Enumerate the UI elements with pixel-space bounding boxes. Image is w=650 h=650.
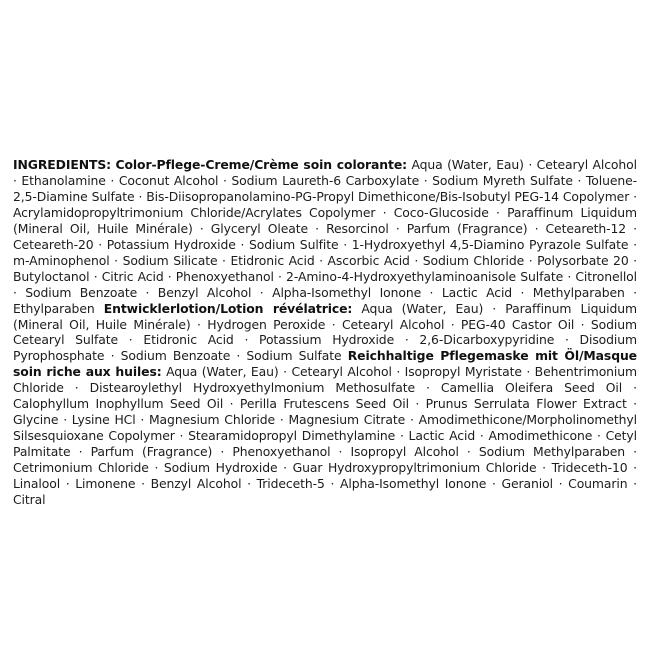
color-care-cream-title: Color-Pflege-Creme/Crème soin colorante:	[115, 157, 407, 172]
care-mask-ingredients: Aqua (Water, Eau) · Cetearyl Alcohol · Isopropyl Myristate · Behentrimonium Chloride · Distearoylethyl Hydroxyethylmonium Methosulfate · Camellia Oleifera Seed Oil · Calophyllum Inophyllum Seed Oil · Perilla Frutescens Seed Oil · Prunus Serrulata Flower Extract · Glycine · Lysine HCl · Magnesium Chloride · Magnesium Citrate · Amodimethicone/Morpholinomethyl Silsesquioxane Copolymer · Stearamidopropyl Dimethylamine · Lactic Acid · Amodimethicone · Cetyl Palmitate · Parfum (Fragrance) · Phenoxyethanol · Isopropyl Alcohol · Sodium Methylparaben · Cetrimonium Chloride · Sodium Hydroxide · Guar Hydroxypropyltrimonium Chloride · Trideceth-10 · Linalool · Limonene · Benzyl Alcohol · Trideceth-5 · Alpha-Isomethyl Ionone · Geraniol · Coumarin · Citral	[13, 364, 637, 508]
developer-lotion-ingredients: Aqua (Water, Eau) · Paraffinum Liquidum (Mineral Oil, Huile Minérale) · Hydrogen Peroxide · Cetearyl Alcohol · PEG-40 Castor Oil · Sodium Cetearyl Sulfate · Etidronic Acid · Potassium Hydroxide · 2,6-Dicarboxypyridine · Disodium Pyrophosphate · Sodium Benzoate · Sodium Sulfate	[13, 300, 637, 364]
ingredients-heading: INGREDIENTS:	[13, 157, 112, 172]
color-care-cream-ingredients: Aqua (Water, Eau) · Cetearyl Alcohol · Ethanolamine · Coconut Alcohol · Sodium Laureth-6 Carboxylate · Sodium Myreth Sulfate · Toluene-2,5-Diamine Sulfate · Bis-Diisopropanolamino-PG-Propyl Dimethicone/Bis-Isobutyl PEG-14 Copolymer · Acrylamidopropyltrimonium Chloride/Acrylates Copolymer · Coco-Glucoside · Paraffinum Liquidum (Mineral Oil, Huile Minérale) · Glyceryl Oleate · Resorcinol · Parfum (Fragrance) · Ceteareth-12 · Ceteareth-20 · Potassium Hydroxide · Sodium Sulfite · 1-Hydroxyethyl 4,5-Diamino Pyrazole Sulfate · m-Aminophenol · Sodium Silicate · Etidronic Acid · Ascorbic Acid · Sodium Chloride · Polysorbate 20 · Butyloctanol · Citric Acid · Phenoxyethanol · 2-Amino-4-Hydroxyethylaminoanisole Sulfate · Citronellol · Sodium Benzoate · Benzyl Alcohol · Alpha-Isomethyl Ionone · Lactic Acid · Methylparaben · Ethylparaben	[13, 157, 637, 316]
developer-lotion-title: Entwicklerlotion/Lotion révélatrice:	[103, 300, 353, 316]
ingredients-paragraph	[13, 157, 637, 508]
care-mask-title: Reichhaltige Pflegemaske mit Öl/Masque soin riche aux huiles:	[13, 348, 637, 380]
